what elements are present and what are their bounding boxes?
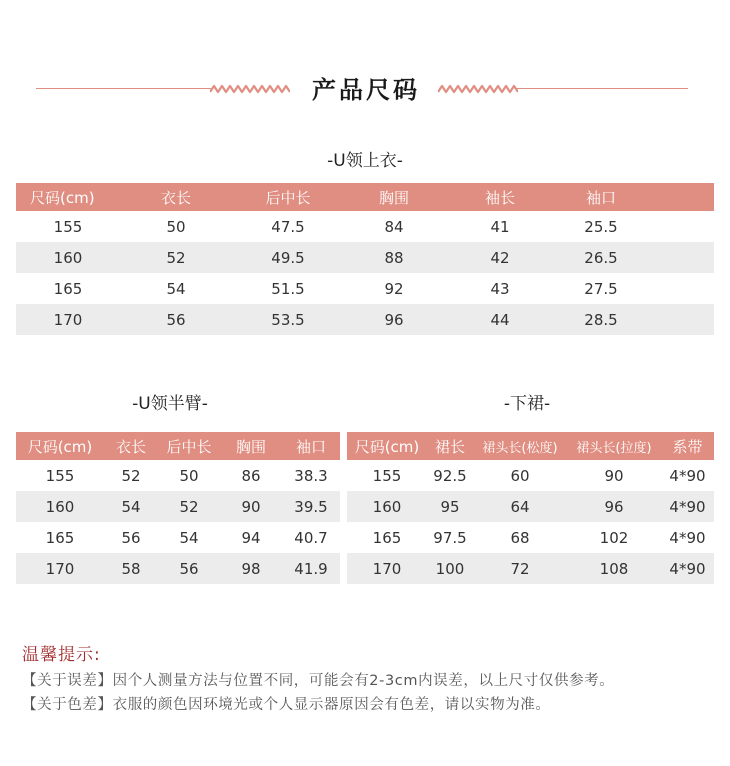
table-cell: 160 bbox=[16, 242, 120, 273]
table-row bbox=[347, 522, 714, 553]
table-cell: 155 bbox=[53, 217, 83, 236]
table-row bbox=[16, 553, 340, 584]
table-row bbox=[347, 553, 714, 584]
table-cell: 51.5 bbox=[271, 279, 305, 298]
size-table-skirt bbox=[347, 432, 714, 584]
table-cell: 68 bbox=[510, 528, 530, 547]
table-cell: 52 bbox=[120, 242, 232, 273]
table-cell: 108 bbox=[567, 553, 661, 584]
column-header: 尺码(cm) bbox=[16, 183, 120, 211]
table-cell: 41.9 bbox=[282, 553, 340, 584]
table-row bbox=[16, 242, 714, 273]
table-row bbox=[16, 522, 340, 553]
table-row bbox=[16, 491, 340, 522]
table-row bbox=[16, 304, 714, 335]
column-header: 胸围 bbox=[220, 432, 282, 460]
table-cell: 170 bbox=[16, 553, 104, 584]
table-cell-spacer bbox=[646, 211, 714, 242]
column-header: 裙头长(松度) bbox=[473, 432, 567, 460]
column-header-spacer bbox=[646, 183, 714, 211]
table-cell-spacer bbox=[646, 242, 714, 273]
wave-decoration-left-icon bbox=[210, 83, 290, 95]
table-cell: 50 bbox=[179, 466, 199, 485]
header-divider-left bbox=[36, 88, 211, 89]
table-cell: 50 bbox=[166, 217, 186, 236]
table-cell: 56 bbox=[158, 553, 220, 584]
table-cell: 58 bbox=[104, 553, 158, 584]
table-row bbox=[16, 211, 714, 242]
table-cell: 96 bbox=[567, 491, 661, 522]
section-title-u-half-sleeve: -U领半臂- bbox=[132, 394, 208, 414]
table-cell: 4*90 bbox=[661, 553, 714, 584]
table-cell: 4*90 bbox=[669, 466, 706, 485]
table-cell: 90 bbox=[604, 466, 624, 485]
table-cell: 53.5 bbox=[232, 304, 344, 335]
table-cell: 54 bbox=[166, 279, 186, 298]
notes-title: 温馨提示: bbox=[22, 645, 101, 665]
table-cell: 155 bbox=[45, 466, 75, 485]
table-cell: 88 bbox=[344, 242, 444, 273]
table-cell: 60 bbox=[510, 466, 530, 485]
table-cell: 26.5 bbox=[556, 242, 646, 273]
table-cell: 84 bbox=[384, 217, 404, 236]
table-cell: 96 bbox=[344, 304, 444, 335]
table-cell: 42 bbox=[444, 242, 556, 273]
table-cell: 92.5 bbox=[433, 466, 467, 485]
table-cell: 41 bbox=[490, 217, 510, 236]
column-header: 袖口 bbox=[282, 432, 340, 460]
table-cell: 160 bbox=[347, 491, 427, 522]
table-row bbox=[347, 491, 714, 522]
page-title: 产品尺码 bbox=[312, 76, 420, 104]
table-cell: 165 bbox=[53, 279, 83, 298]
section-title-u-top: -U领上衣- bbox=[327, 151, 403, 171]
table-cell: 165 bbox=[372, 528, 402, 547]
table-cell: 98 bbox=[220, 553, 282, 584]
table-cell: 43 bbox=[490, 279, 510, 298]
note-line-measurement-error: 【关于误差】因个人测量方法与位置不同，可能会有2-3cm内误差，以上尺寸仅供参考。 bbox=[22, 673, 615, 689]
header-divider-right bbox=[516, 88, 688, 89]
table-cell: 4*90 bbox=[669, 528, 706, 547]
table-cell: 38.3 bbox=[294, 466, 328, 485]
table-cell-spacer bbox=[646, 304, 714, 335]
table-cell: 155 bbox=[372, 466, 402, 485]
table-cell: 160 bbox=[16, 491, 104, 522]
table-header-row bbox=[16, 183, 714, 211]
column-header: 裙长 bbox=[427, 432, 473, 460]
table-cell: 52 bbox=[121, 466, 141, 485]
table-cell: 64 bbox=[473, 491, 567, 522]
table-cell: 27.5 bbox=[584, 279, 618, 298]
column-header: 袖口 bbox=[556, 183, 646, 211]
column-header: 尺码(cm) bbox=[16, 432, 104, 460]
table-cell: 92 bbox=[384, 279, 404, 298]
table-cell: 94 bbox=[241, 528, 261, 547]
column-header: 后中长 bbox=[232, 183, 344, 211]
table-cell: 102 bbox=[599, 528, 629, 547]
column-header: 袖长 bbox=[444, 183, 556, 211]
table-cell: 72 bbox=[473, 553, 567, 584]
table-cell: 28.5 bbox=[556, 304, 646, 335]
table-cell: 39.5 bbox=[282, 491, 340, 522]
table-cell: 40.7 bbox=[294, 528, 328, 547]
table-cell: 49.5 bbox=[232, 242, 344, 273]
table-cell: 56 bbox=[121, 528, 141, 547]
section-title-skirt: -下裙- bbox=[503, 394, 551, 414]
table-cell: 100 bbox=[427, 553, 473, 584]
table-cell: 170 bbox=[347, 553, 427, 584]
note-line-color-difference: 【关于色差】衣服的颜色因环境光或个人显示器原因会有色差，请以实物为准。 bbox=[22, 697, 551, 713]
wave-decoration-right-icon bbox=[438, 83, 518, 95]
table-cell: 44 bbox=[444, 304, 556, 335]
size-table-u-half-sleeve bbox=[16, 432, 340, 584]
column-header: 衣长 bbox=[120, 183, 232, 211]
table-cell-spacer bbox=[646, 273, 714, 304]
table-cell: 90 bbox=[220, 491, 282, 522]
table-cell: 52 bbox=[158, 491, 220, 522]
table-cell: 54 bbox=[104, 491, 158, 522]
table-cell: 54 bbox=[179, 528, 199, 547]
table-cell: 56 bbox=[120, 304, 232, 335]
table-cell: 86 bbox=[241, 466, 261, 485]
column-header: 系带 bbox=[661, 432, 714, 460]
notes-section bbox=[22, 640, 722, 717]
column-header: 裙头长(拉度) bbox=[567, 432, 661, 460]
table-cell: 95 bbox=[427, 491, 473, 522]
table-header-row bbox=[347, 432, 714, 460]
size-table-u-top bbox=[16, 183, 714, 335]
column-header: 胸围 bbox=[344, 183, 444, 211]
column-header: 后中长 bbox=[158, 432, 220, 460]
table-cell: 25.5 bbox=[584, 217, 618, 236]
column-header: 尺码(cm) bbox=[347, 432, 427, 460]
table-cell: 170 bbox=[16, 304, 120, 335]
table-row bbox=[347, 460, 714, 491]
table-row bbox=[16, 273, 714, 304]
table-cell: 97.5 bbox=[433, 528, 467, 547]
table-cell: 47.5 bbox=[271, 217, 305, 236]
table-row bbox=[16, 460, 340, 491]
table-cell: 165 bbox=[45, 528, 75, 547]
column-header: 衣长 bbox=[104, 432, 158, 460]
table-header-row bbox=[16, 432, 340, 460]
table-cell: 4*90 bbox=[661, 491, 714, 522]
